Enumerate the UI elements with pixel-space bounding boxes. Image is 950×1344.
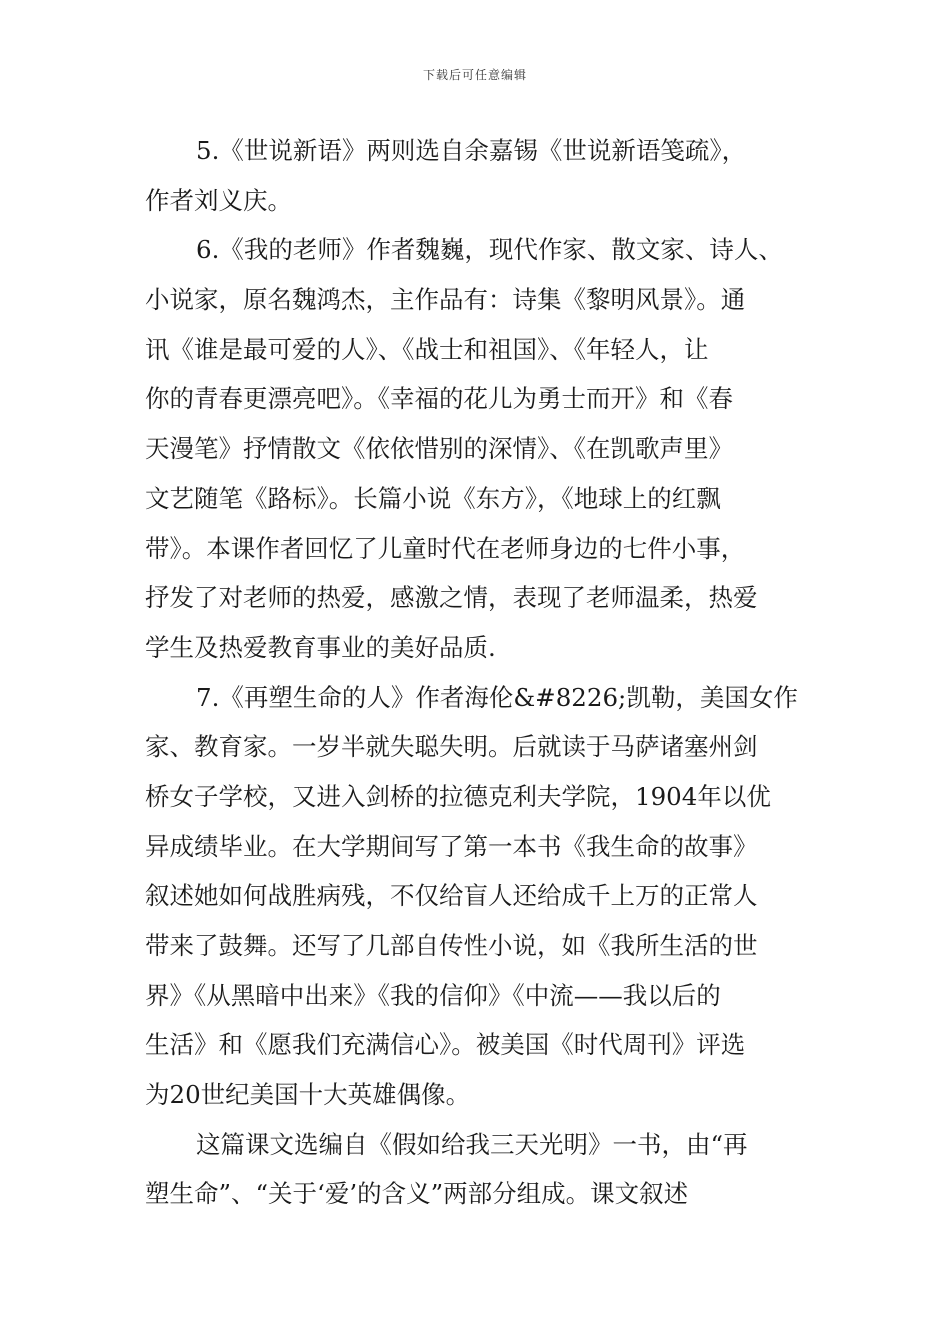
text-line: 7.《再塑生命的人》作者海伦&#8226;凯勒，美国女作 (196, 682, 798, 712)
text-line: 天漫笔》抒情散文《依依惜别的深情》、《在凯歌声里》 (145, 434, 733, 464)
text-line: 你的青春更漂亮吧》。《幸福的花儿为勇士而开》和《春 (145, 384, 733, 414)
text-line: 6.《我的老师》作者魏巍，现代作家、散文家、诗人、 (196, 235, 783, 265)
text-line: 带》。本课作者回忆了儿童时代在老师身边的七件小事， (145, 533, 746, 563)
text-line: 作者刘义庆。 (145, 185, 292, 215)
text-line: 小说家，原名魏鸿杰，主作品有：诗集《黎明风景》。通 (145, 285, 746, 315)
page-header: 下载后可任意编辑 (422, 68, 527, 82)
text-line: 家、教育家。一岁半就失聪失明。后就读于马萨诸塞州剑 (145, 732, 758, 762)
text-line: 界》《从黑暗中出来》《我的信仰》《中流——我以后的 (145, 980, 721, 1010)
text-line: 学生及热爱教育事业的美好品质. (145, 632, 496, 662)
text-line: 为20世纪美国十大英雄偶像。 (145, 1080, 471, 1110)
text-line: 带来了鼓舞。还写了几部自传性小说，如《我所生活的世 (145, 931, 758, 960)
text-line: 5.《世说新语》两则选自余嘉锡《世说新语笺疏》， (196, 136, 747, 165)
text-line: 文艺随笔《路标》。长篇小说《东方》，《地球上的红飘 (145, 483, 721, 513)
text-line: 异成绩毕业。在大学期间写了第一本书《我生命的故事》 (145, 831, 758, 861)
document-body (145, 126, 817, 1219)
text-line: 塑生命”、“关于‘爱’的含义”两部分组成。课文叙述 (145, 1179, 689, 1209)
text-line: 抒发了对老师的热爱，感激之情，表现了老师温柔，热爱 (145, 583, 758, 613)
text-line: 桥女子学校，又进入剑桥的拉德克利夫学院，1904年以优 (145, 781, 771, 811)
text-line: 这篇课文选编自《假如给我三天光明》一书，由“再 (196, 1129, 748, 1159)
text-line: 叙述她如何战胜病残，不仅给盲人还给成千上万的正常人 (145, 881, 758, 911)
text-line: 生活》和《愿我们充满信心》。被美国《时代周刊》评选 (145, 1030, 746, 1060)
text-line: 讯《谁是最可爱的人》、《战士和祖国》、《年轻人，让 (145, 334, 709, 364)
